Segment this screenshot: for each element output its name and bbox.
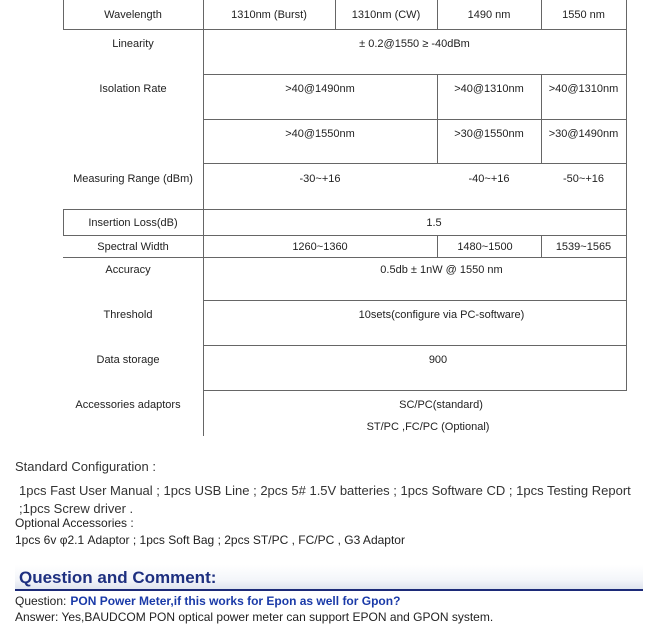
question-label: Question: <box>15 594 67 608</box>
linearity-value: ± 0.2@1550 ≥ -40dBm <box>359 38 470 50</box>
wavelength-value: 1310nm (CW) <box>351 8 421 21</box>
measuring-range-label: Measuring Range (dBm) <box>73 173 193 185</box>
isolation-value: >30@1550nm <box>454 128 524 140</box>
data-storage-label: Data storage <box>96 354 160 366</box>
accessories-value: ST/PC ,FC/PC (Optional) <box>366 421 490 433</box>
qa-title: Question and Comment: <box>19 568 217 587</box>
data-storage-value: 900 <box>428 354 448 366</box>
isolation-value: >30@1490nm <box>548 128 619 140</box>
grid-line <box>626 0 627 391</box>
isolation-value: >40@1310nm <box>454 83 524 95</box>
grid-line <box>203 163 627 164</box>
grid-line <box>203 390 627 391</box>
wavelength-label: Wavelength <box>104 8 162 21</box>
config-heading: Standard Configuration : <box>15 459 156 474</box>
accuracy-value: 0.5db ± 1nW @ 1550 nm <box>380 264 503 276</box>
isolation-value: >40@1550nm <box>285 128 355 140</box>
isolation-value: >40@1310nm <box>548 83 619 95</box>
accessories-value: SC/PC(standard) <box>399 399 483 411</box>
insertion-loss-label: Insertion Loss(dB) <box>88 217 178 229</box>
wavelength-value: 1490 nm <box>467 8 511 21</box>
config-body: 1pcs Fast User Manual ; 1pcs USB Line ; 2pcs 5# 1.5V batteries ; 1pcs Software CD ; 1pcs Testing Report ;1pcs Screw driver . <box>19 483 631 516</box>
accuracy-label: Accuracy <box>105 264 151 276</box>
wavelength-value: 1550 nm <box>562 8 605 21</box>
optional-body: 1pcs 6v φ2.1 Adaptor ; 1pcs Soft Bag ; 2pcs ST/PC , FC/PC , G3 Adaptor <box>15 533 405 547</box>
qa-answer: Answer: Yes,BAUDCOM PON optical power meter can support EPON and GPON system. <box>15 610 494 624</box>
grid-line <box>203 300 627 301</box>
grid-line <box>203 345 627 346</box>
spectral-width-label: Spectral Width <box>97 240 169 253</box>
qa-question <box>15 594 400 608</box>
isolation-label: Isolation Rate <box>99 83 167 95</box>
standard-configuration <box>15 458 641 548</box>
threshold-value: 10sets(configure via PC-software) <box>358 309 525 321</box>
measuring-range-value: -40~+16 <box>468 173 510 185</box>
spectral-width-value: 1260~1360 <box>292 240 348 253</box>
measuring-range-value: -30~+16 <box>299 173 341 185</box>
isolation-value: >40@1490nm <box>285 83 355 95</box>
qa-section-header <box>15 565 643 591</box>
wavelength-value: 1310nm (Burst) <box>231 8 307 21</box>
question-link[interactable]: PON Power Meter,if this works for Epon as well for Gpon? <box>70 594 401 608</box>
accessories-label: Accessories adaptors <box>75 399 181 411</box>
insertion-loss-value: 1.5 <box>426 217 442 229</box>
linearity-label: Linearity <box>112 38 154 50</box>
spectral-width-value: 1480~1500 <box>457 240 513 253</box>
optional-heading: Optional Accessories : <box>15 516 134 530</box>
threshold-label: Threshold <box>103 309 153 321</box>
measuring-range-value: -50~+16 <box>563 173 604 185</box>
spectral-width-value: 1539~1565 <box>555 240 612 253</box>
